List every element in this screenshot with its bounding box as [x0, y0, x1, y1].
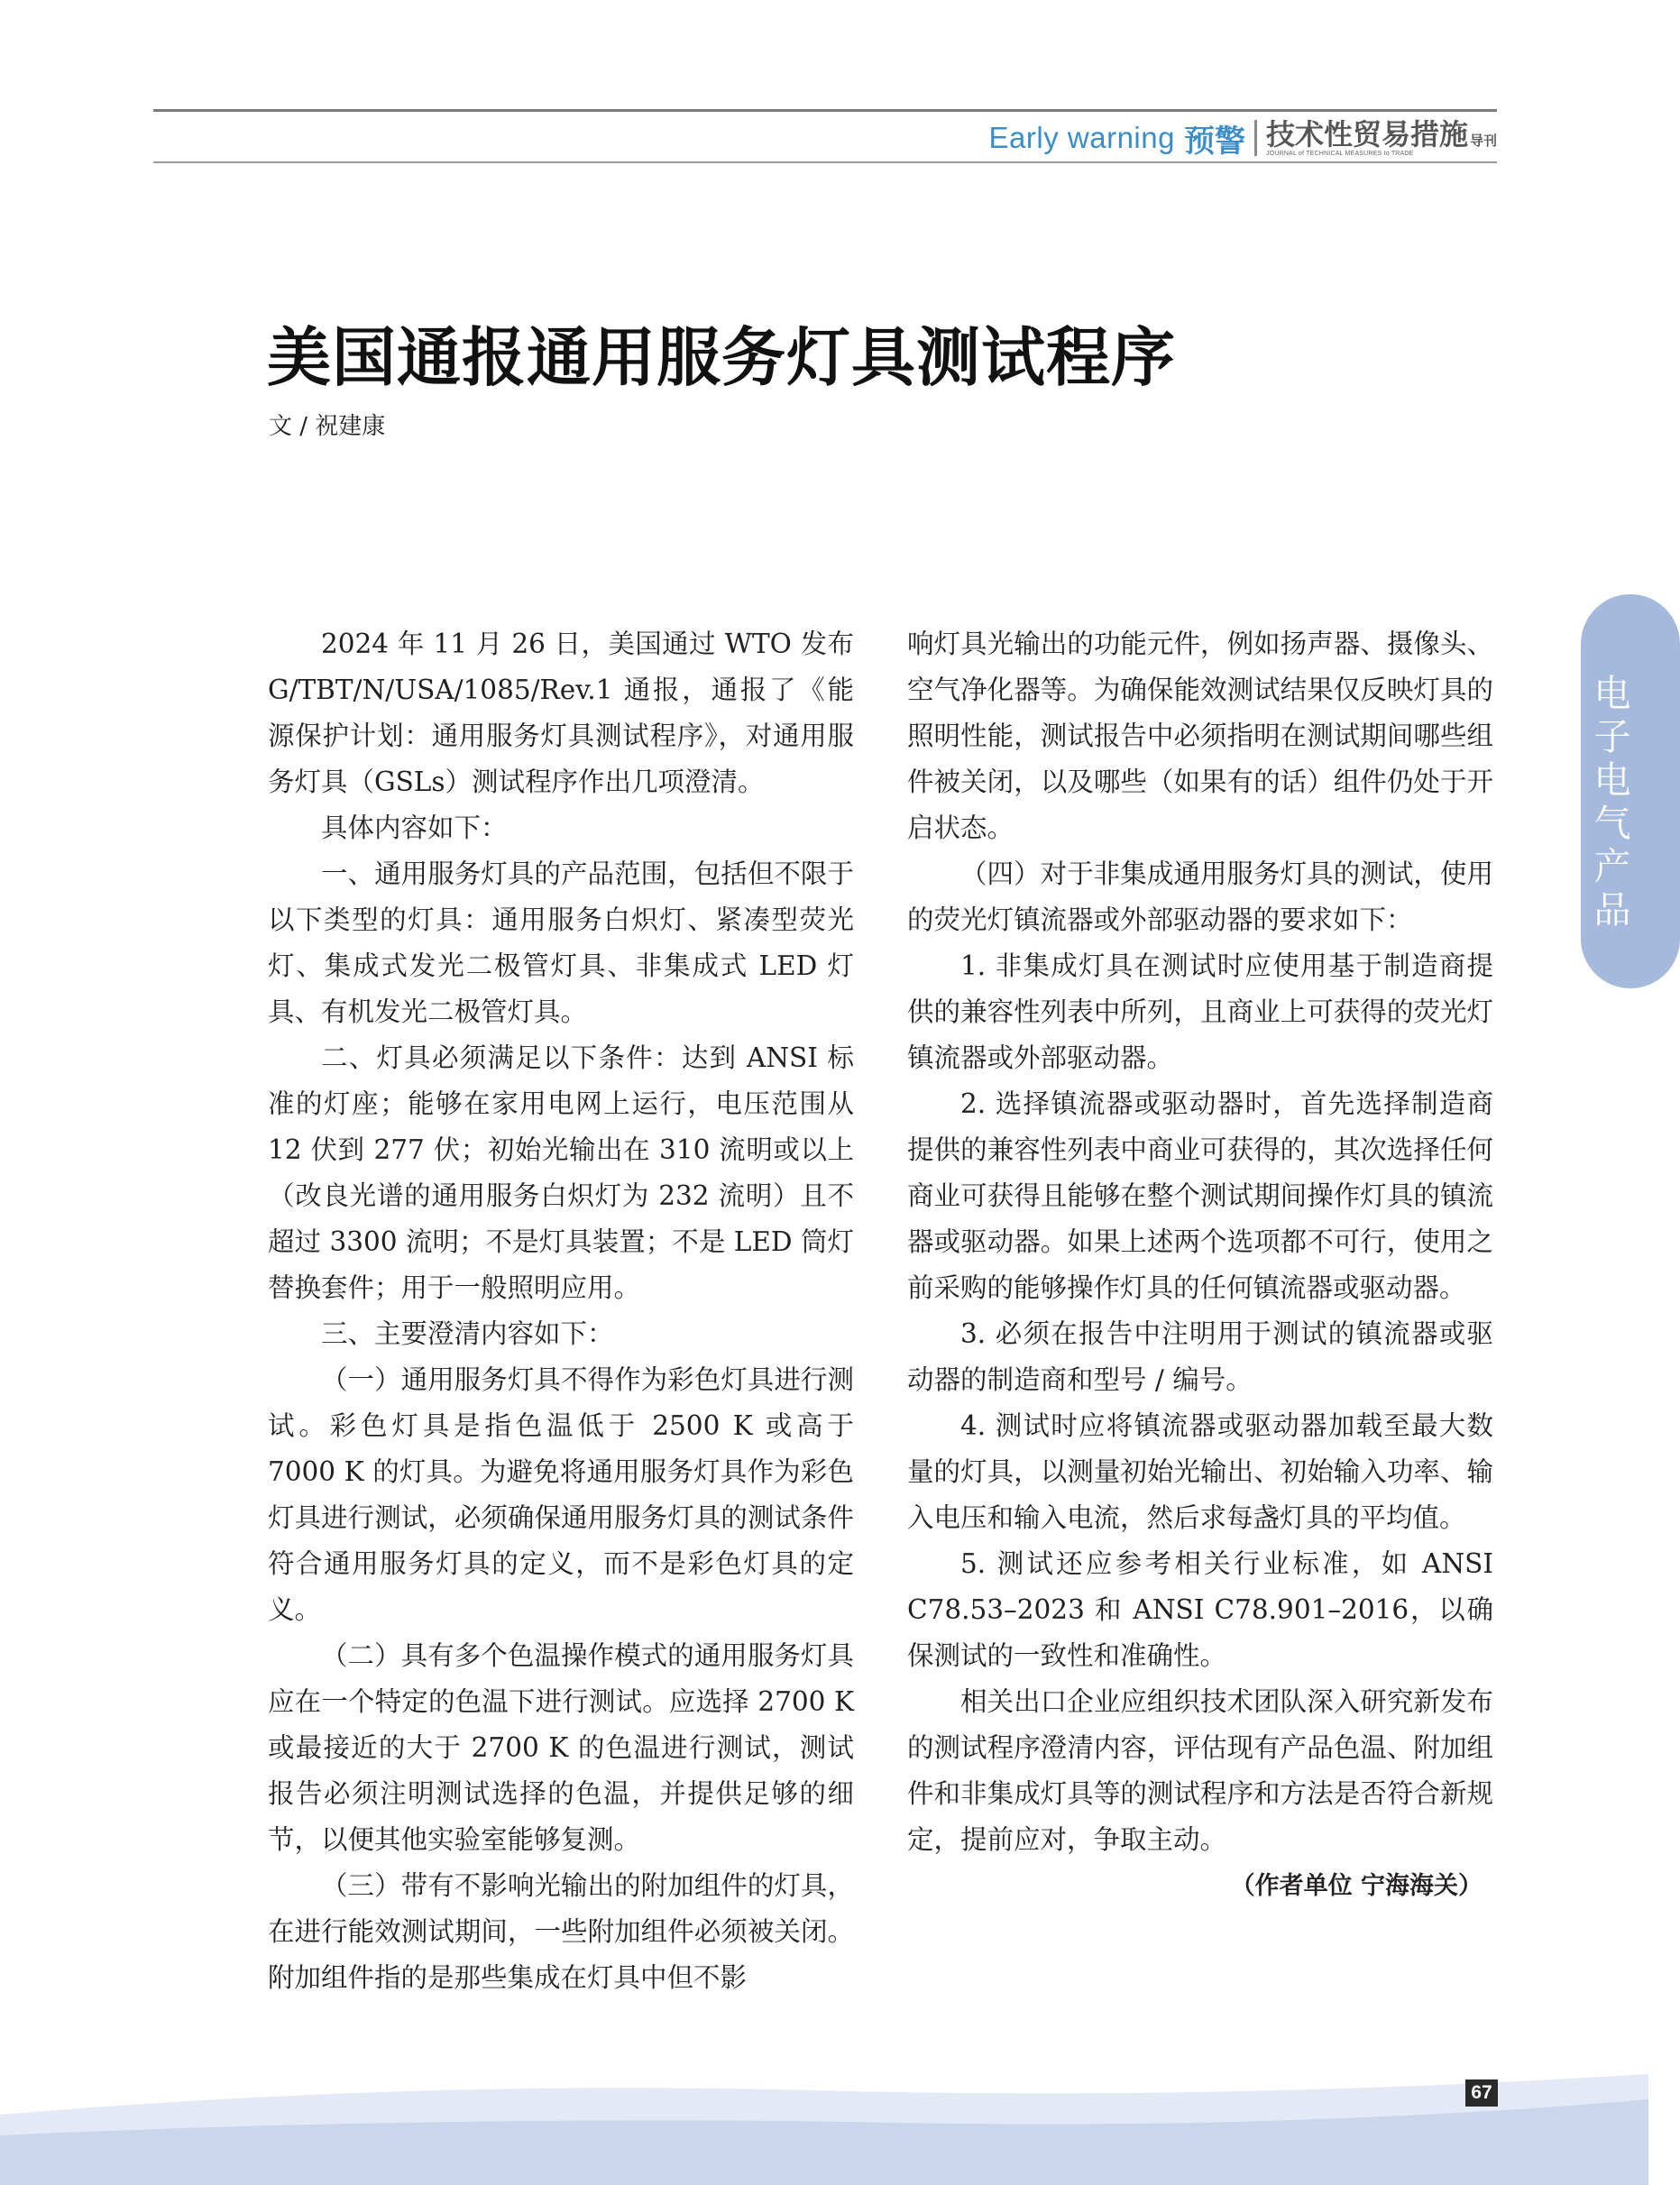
paragraph: 3. 必须在报告中注明用于测试的镇流器或驱动器的制造商和型号 / 编号。 — [907, 1318, 1493, 1395]
section-label-cn: 预警 — [1183, 123, 1245, 160]
left-column — [268, 621, 854, 2001]
paragraph: 一、通用服务灯具的产品范围，包括但不限于以下类型的灯具：通用服务白炽灯、紧凑型荧光灯、集成式发光二极管灯具、非集成式 LED 灯具、有机发光二极管灯具。 — [268, 858, 854, 1027]
running-header — [989, 117, 1497, 159]
paragraph: （三）带有不影响光输出的附加组件的灯具，在进行能效测试期间，一些附加组件必须被关闭。附加组件指的是那些集成在灯具中但不影 — [268, 1870, 854, 1993]
paragraph: （二）具有多个色温操作模式的通用服务灯具应在一个特定的色温下进行测试。应选择 2700 K 或最接近的大于 2700 K 的色温进行测试，测试报告必须注明测试选择的色温，并提供足够的细节，以便其他实验室能够复测。 — [268, 1640, 854, 1855]
journal-name-en: JOURNAL of TECHNICAL MEASURES to TRADE — [1265, 150, 1414, 157]
page-number: 67 — [1465, 2079, 1498, 2107]
paragraph: （四）对于非集成通用服务灯具的测试，使用的荧光灯镇流器或外部驱动器的要求如下： — [907, 858, 1493, 935]
author-affiliation: （作者单位 宁海海关） — [1230, 1872, 1483, 1900]
journal-logo — [1265, 116, 1497, 158]
paragraph: 5. 测试还应参考相关行业标准，如 ANSI C78.53–2023 和 ANSI C78.901–2016，以确保测试的一致性和准确性。 — [907, 1548, 1493, 1671]
paragraph-continued: 响灯具光输出的功能元件，例如扬声器、摄像头、空气净化器等。为确保能效测试结果仅反映灯具的照明性能，测试报告中必须指明在测试期间哪些组件被关闭，以及哪些（如果有的话）组件仍处于开启状态。 — [907, 629, 1493, 843]
paragraph: 1. 非集成灯具在测试时应使用基于制造商提供的兼容性列表中所列，且商业上可获得的荧光灯镇流器或外部驱动器。 — [907, 950, 1493, 1073]
paragraph: （一）通用服务灯具不得作为彩色灯具进行测试。彩色灯具是指色温低于 2500 K 或高于 7000 K 的灯具。为避免将通用服务灯具作为彩色灯具进行测试，必须确保通用服务灯具的测试条件符合通用服务灯具的定义，而不是彩色灯具的定义。 — [268, 1364, 854, 1625]
paragraph: 2. 选择镇流器或驱动器时，首先选择制造商提供的兼容性列表中商业可获得的，其次选择任何商业可获得且能够在整个测试期间操作灯具的镇流器或驱动器。如果上述两个选项都不可行，使用之前采购的能够操作灯具的任何镇流器或驱动器。 — [907, 1088, 1493, 1303]
journal-name: 技术性贸易措施 — [1265, 116, 1468, 151]
article-author: 文 / 祝建康 — [269, 413, 386, 440]
paragraph: 二、灯具必须满足以下条件：达到 ANSI 标准的灯座；能够在家用电网上运行，电压范围从 12 伏到 277 伏；初始光输出在 310 流明或以上（改良光谱的通用服务白炽灯为 232 流明）且不超过 3300 流明；不是灯具装置；不是 LED 筒灯替换套件；用于一般照明应用。 — [268, 1042, 854, 1303]
journal-name-suffix: 导刊 — [1469, 132, 1497, 149]
section-label-en: Early warning — [988, 121, 1175, 154]
header-bottom-rule — [153, 161, 1497, 163]
paragraph: 2024 年 11 月 26 日，美国通过 WTO 发布 G/TBT/N/USA/1085/Rev.1 通报，通报了《能源保护计划：通用服务灯具测试程序》，对通用服务灯具（GSLs）测试程序作出几项澄清。 — [268, 629, 854, 797]
paragraph: 相关出口企业应组织技术团队深入研究新发布的测试程序澄清内容，评估现有产品色温、附加组件和非集成灯具等的测试程序和方法是否符合新规定，提前应对，争取主动。 — [907, 1686, 1493, 1855]
footer-wave-decoration — [0, 2065, 1648, 2185]
header-divider — [1254, 120, 1257, 156]
right-column — [907, 621, 1493, 1909]
paragraph: 4. 测试时应将镇流器或驱动器加载至最大数量的灯具，以测量初始光输出、初始输入功率、输入电压和输入电流，然后求每盏灯具的平均值。 — [907, 1410, 1493, 1533]
article-title: 美国通报通用服务灯具测试程序 — [267, 320, 1177, 395]
header-top-rule — [153, 109, 1497, 112]
paragraph: 三、主要澄清内容如下： — [321, 1318, 614, 1349]
paragraph: 具体内容如下： — [321, 812, 508, 843]
section-side-tab-label: 电子电气产品 — [1593, 672, 1631, 932]
